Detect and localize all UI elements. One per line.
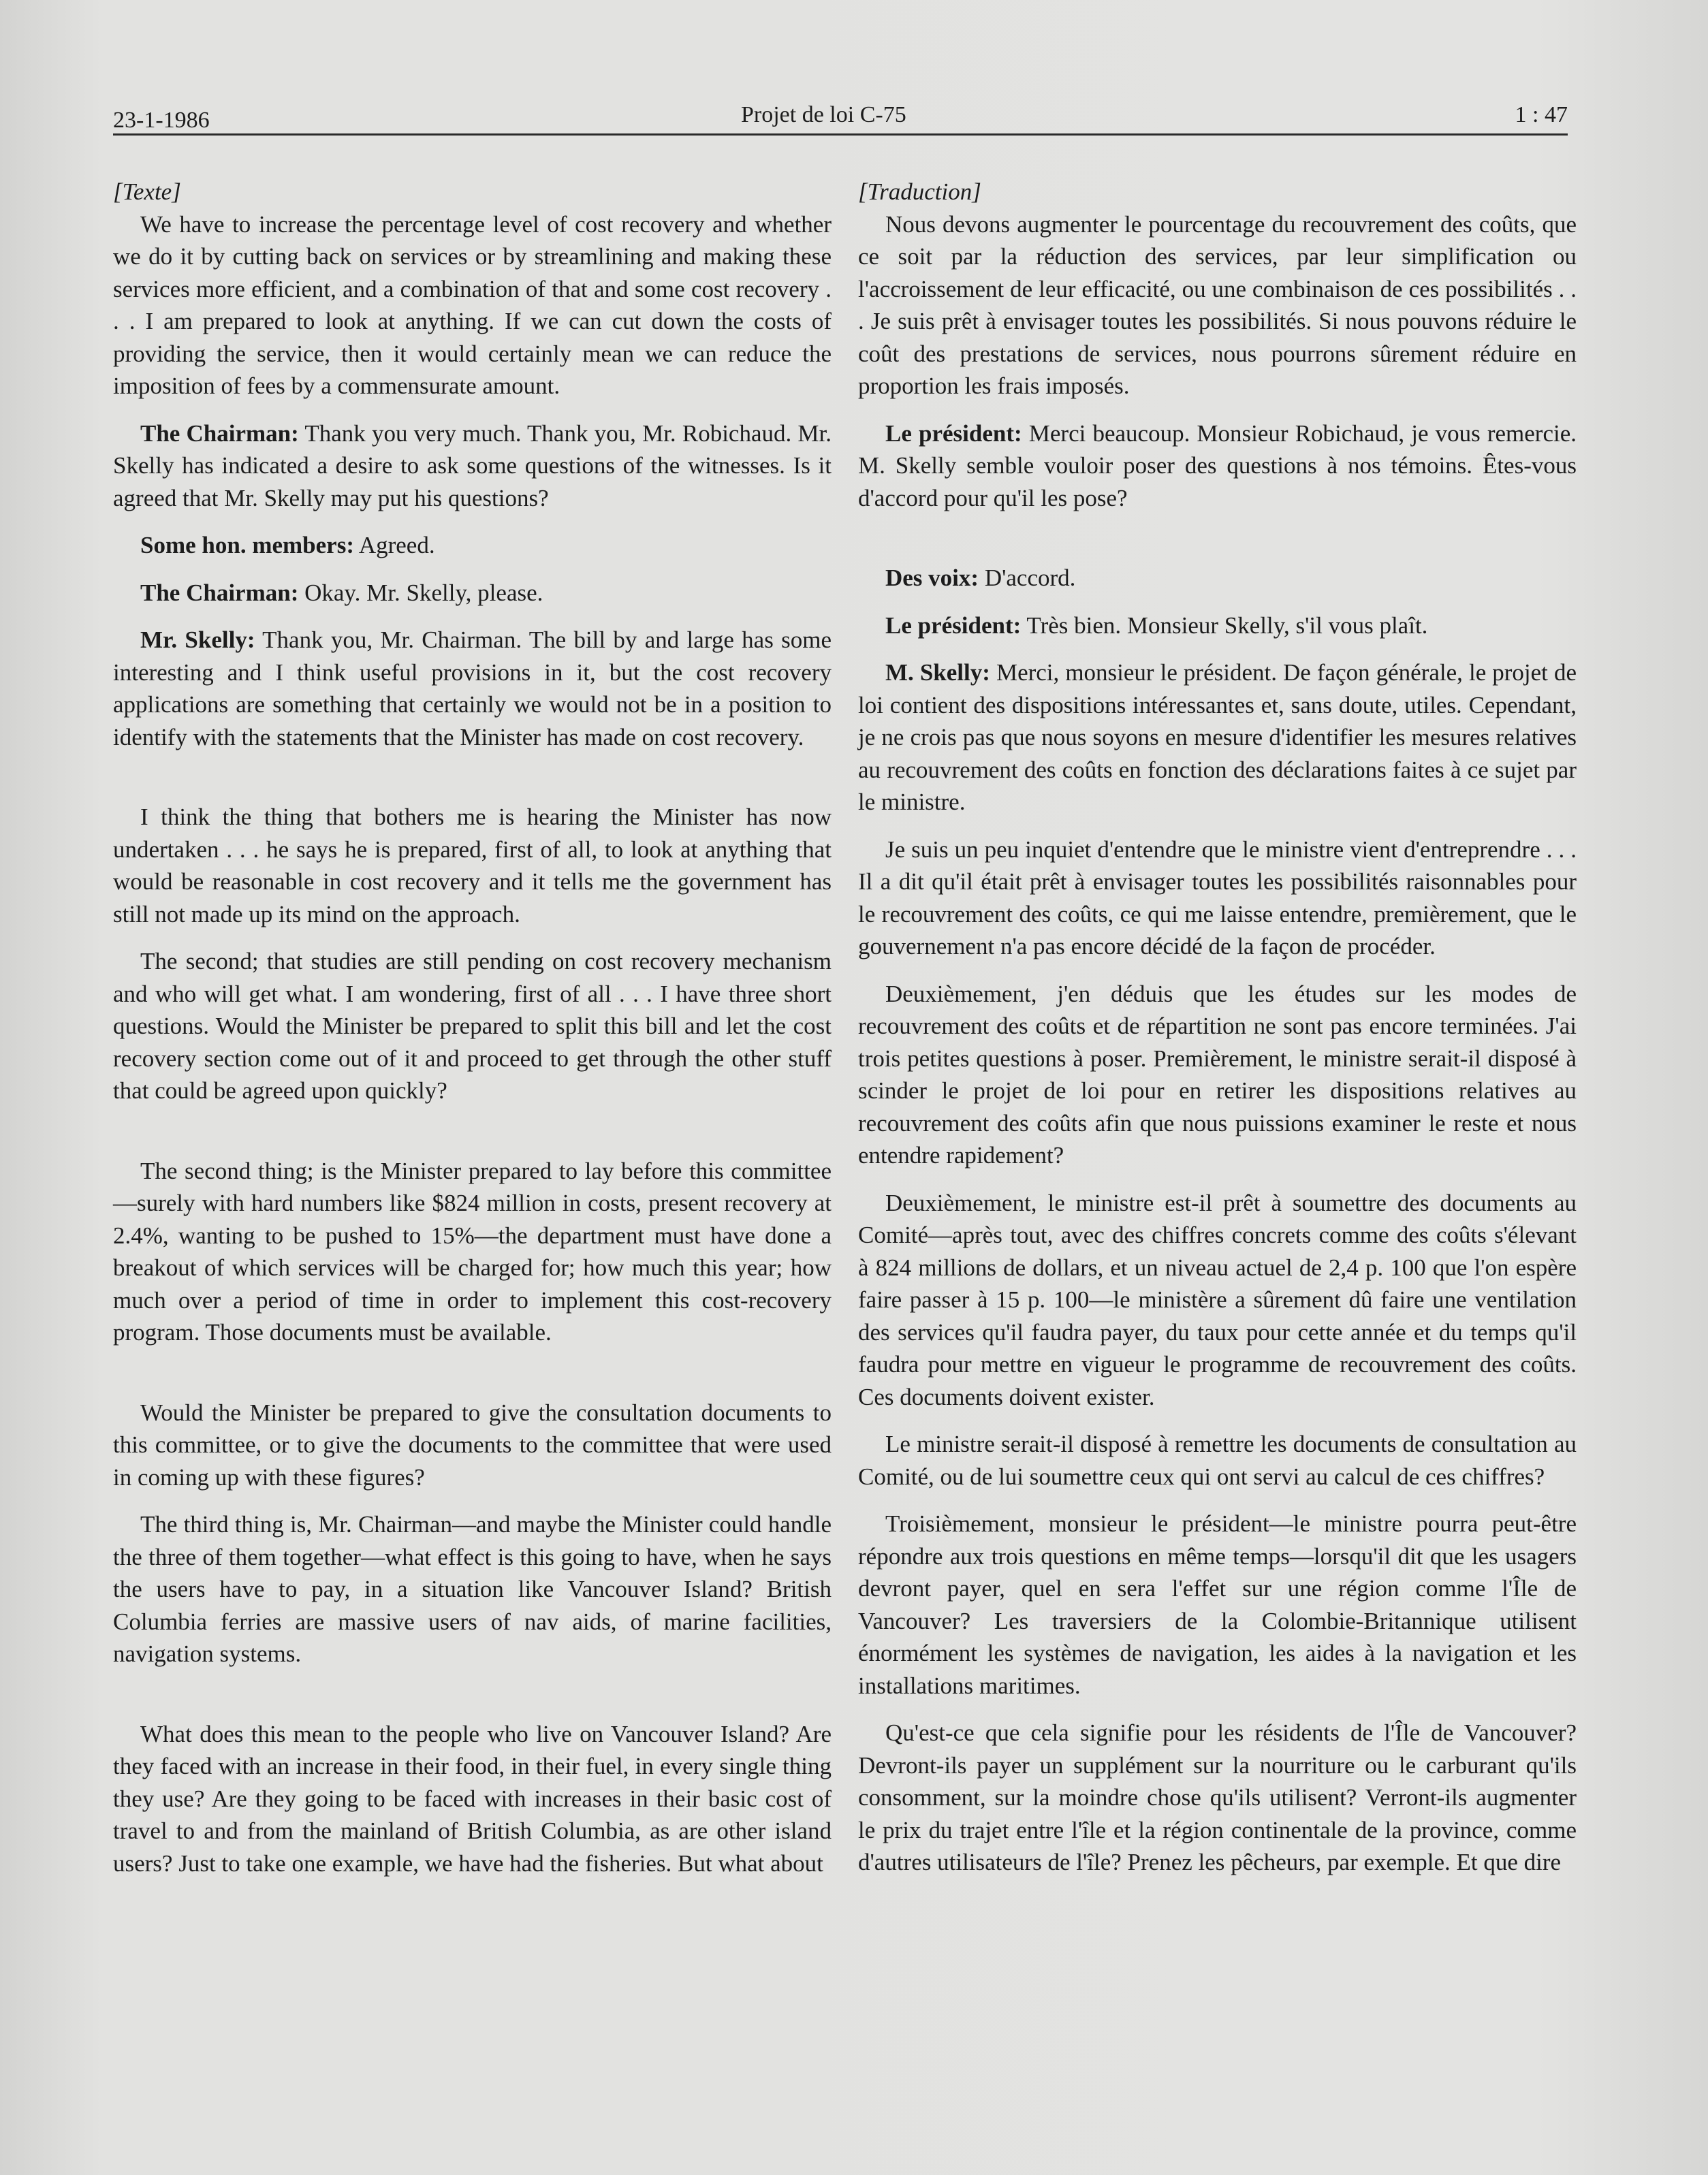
paragraph-text: Très bien. Monsieur Skelly, s'il vous plaît. — [1021, 612, 1428, 639]
paragraph-text: Thank you very much. Thank you, Mr. Robichaud. Mr. Skelly has indicated a desire to ask some questions of the witnesses. Is it agreed that Mr. Skelly may put his questions? — [113, 419, 832, 511]
speaker-name: Some hon. members: — [140, 532, 354, 558]
header-date: 23-1-1986 — [113, 108, 210, 133]
paragraph-text: Troisièmement, monsieur le président—le ministre pourra peut-être répondre aux trois questions en même temps—lorsqu'il dit que les usagers devront payer, quel en sera l'effet sur une région comme l'Île de Vancouver? Les traversiers de la Colombie-Britannique utilisent énormément les systèmes de navigation, les aides à la navigation et les installations maritimes. — [858, 1510, 1577, 1699]
paragraph-text: The second; that studies are still pending on cost recovery mechanism and who will get what. I am wondering, first of all . . . I have three short questions. Would the Minister be prepared to split this bill and let the cost recovery section come out of it and proceed to get through the other stuff that could be agreed upon quickly? — [113, 948, 832, 1104]
paragraph-text: The third thing is, Mr. Chairman—and maybe the Minister could handle the three of them together—what effect is this going to have, when he says the users have to pay, in a situation like Vancouver Island? British Columbia ferries are massive users of nav aids, of marine facilities, navigation systems. — [113, 1511, 832, 1667]
french-paragraph — [858, 1428, 1577, 1493]
french-paragraph — [858, 978, 1577, 1172]
english-paragraph — [113, 1718, 832, 1880]
speaker-name: Mr. Skelly: — [140, 626, 255, 653]
speaker-name: M. Skelly: — [885, 659, 990, 686]
header-page-number: 1 : 47 — [1515, 102, 1568, 127]
paragraph-text: Agreed. — [354, 532, 435, 558]
speaker-name: The Chairman: — [140, 579, 299, 606]
english-paragraph — [113, 1397, 832, 1494]
english-paragraph — [113, 208, 832, 402]
speaker-name: Le président: — [885, 419, 1022, 447]
english-paragraph — [113, 1508, 832, 1670]
french-paragraph — [858, 417, 1577, 515]
english-paragraph — [113, 577, 832, 609]
paragraph-text: Nous devons augmenter le pourcentage du recouvrement des coûts, que ce soit par la réduction des services, par leur simplification ou l'accroissement de leur efficacité, ou une combinaison de ces possibilités . . . Je suis prêt à envisager toutes les possibilités. Si nous pouvons réduire le coût des prestations de services, nous pourrons sûrement réduire en proportion les frais imposés. — [858, 210, 1577, 399]
paragraph-text: I think the thing that bothers me is hearing the Minister has now undertaken . . . he says he is prepared, first of all, to look at anything that would be reasonable in cost recovery and it tells me the government has still not made up its mind on the approach. — [113, 804, 832, 927]
english-paragraph — [113, 801, 832, 930]
paragraph-text: Deuxièmement, j'en déduis que les études sur les modes de recouvrement des coûts et de répartition ne sont pas encore terminées. J'ai trois petites questions à poser. Premièrement, le ministre serait-il disposé à scinder le projet de loi pour en retirer les dispositions relatives au recouvrement des coûts afin que nous puissions examiner le reste et nous entendre rapidement? — [858, 980, 1577, 1169]
french-paragraph — [858, 1187, 1577, 1414]
paragraph-text: Would the Minister be prepared to give the consultation documents to this committee, or to give the documents to the committee that were used in coming up with these figures? — [113, 1399, 832, 1491]
paragraph-text: Deuxièmement, le ministre est-il prêt à soumettre des documents au Comité—après tout, avec des chiffres concrets comme des coûts s'élevant à 824 millions de dollars, et un niveau actuel de 2,4 p. 100 que l'on espère faire passer à 15 p. 100—le ministère a sûrement dû faire une ventilation des services qu'il faudra payer, du taux pour cette année et du temps qu'il faudra pour mettre en vigueur le programme de recouvrement des coûts. Ces documents doivent exister. — [858, 1189, 1577, 1410]
speaker-name: The Chairman: — [140, 419, 299, 447]
header-title: Projet de loi C-75 — [741, 102, 906, 127]
english-paragraph — [113, 529, 832, 562]
header-rule — [113, 133, 1568, 136]
english-paragraph — [113, 417, 832, 515]
french-column — [858, 176, 1577, 1879]
french-paragraph — [858, 834, 1577, 963]
french-paragraph — [858, 609, 1577, 642]
speaker-name: Des voix: — [885, 565, 979, 591]
english-paragraph — [113, 1155, 832, 1349]
paragraph-text: We have to increase the percentage level of cost recovery and whether we do it by cutting back on services or by streamlining and making these services more efficient, and a combination of that and some cost recovery . . . I am prepared to look at anything. If we can cut down the costs of providing the service, then it would certainly mean we can reduce the imposition of fees by a commensurate amount. — [113, 210, 832, 399]
french-label: [Traduction] — [858, 178, 981, 205]
paragraph-text: Merci beaucoup. Monsieur Robichaud, je vous remercie. M. Skelly semble vouloir poser des questions à nos témoins. Êtes-vous d'accord pour qu'il les pose? — [858, 419, 1577, 511]
paragraph-text: D'accord. — [979, 565, 1076, 591]
french-paragraph — [858, 1508, 1577, 1702]
page-header — [113, 102, 1568, 136]
english-label: [Texte] — [113, 178, 181, 205]
english-paragraph — [113, 945, 832, 1107]
speaker-name: Le président: — [885, 612, 1022, 639]
paragraph-text: Okay. Mr. Skelly, please. — [298, 579, 543, 606]
paragraph-text: Je suis un peu inquiet d'entendre que le ministre vient d'entreprendre . . . Il a dit qu'il était prêt à envisager toutes les possibilités raisonnables pour le recouvrement des coûts, ce qui me laisse entendre, premièrement, que le gouvernement n'a pas encore décidé de la façon de procéder. — [858, 836, 1577, 959]
english-column — [113, 176, 832, 1879]
french-paragraph — [858, 208, 1577, 402]
french-paragraph — [858, 1717, 1577, 1879]
paragraph-text: Thank you, Mr. Chairman. The bill by and large has some interesting and I think useful provisions in it, but the cost recovery applications are something that certainly we would not be in a position to identify with the statements that the Minister has made on cost recovery. — [113, 626, 832, 750]
paragraph-text: Le ministre serait-il disposé à remettre les documents de consultation au Comité, ou de lui soumettre ceux qui ont servi au calcul de ces chiffres? — [858, 1431, 1577, 1490]
paragraph-text: What does this mean to the people who live on Vancouver Island? Are they faced with an increase in their food, in their fuel, in every single thing they use? Are they going to be faced with increases in their basic cost of travel to and from the mainland of British Columbia, as are other island users? Just to take one example, we have had the fisheries. But what about — [113, 1720, 832, 1877]
english-paragraph — [113, 624, 832, 753]
paragraph-text: Qu'est-ce que cela signifie pour les résidents de l'Île de Vancouver? Devront-ils payer un supplément sur la nourriture ou le carburant qu'ils consomment, sur la moindre chose qu'ils utilisent? Verront-ils augmenter le prix du trajet entre l'île et la région continentale de la province, comme d'autres utilisateurs de l'île? Prenez les pêcheurs, par exemple. Et que dire — [858, 1719, 1577, 1875]
paragraph-text: The second thing; is the Minister prepared to lay before this committee—surely with hard numbers like $824 million in costs, present recovery at 2.4%, wanting to be pushed to 15%—the department must have done a breakout of which services will be charged for; how much this year; how much over a period of time in order to implement this cost-recovery program. Those documents must be available. — [113, 1157, 832, 1346]
french-paragraph — [858, 562, 1577, 594]
paragraph-text: Merci, monsieur le président. De façon générale, le projet de loi contient des dispositions intéressantes et, sans doute, utiles. Cependant, je ne crois pas que nous soyons en mesure d'identifier les mesures relatives au recouvrement des coûts en fonction des déclarations faites à ce sujet par le ministre. — [858, 659, 1577, 815]
french-paragraph — [858, 656, 1577, 819]
